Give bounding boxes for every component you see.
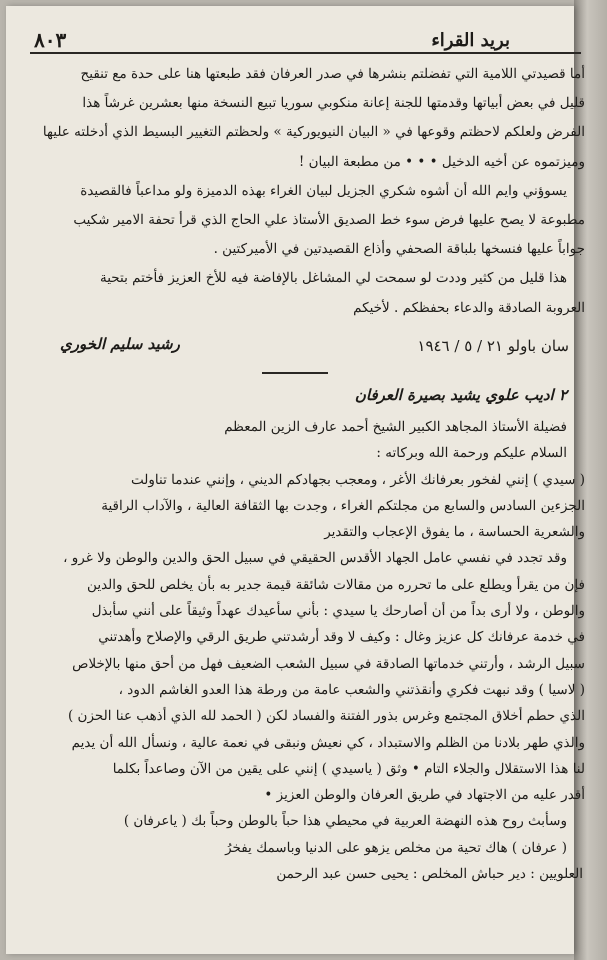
letter-1-signature-row bbox=[60, 333, 569, 363]
letter-2-line: فضيلة الأستاذ المجاهد الكبير الشيخ أحمد عارف الزين المعظم bbox=[224, 419, 567, 435]
letter-2-line: السلام عليكم ورحمة الله وبركاته : bbox=[376, 445, 567, 462]
letter-2-line: والذي طهر بلادنا من الظلم والاستبداد ، كي نعيش ونبقى في نعمة عالية ، ونسأل الله أن يديم bbox=[71, 734, 585, 751]
letter-1-line: الفرض ولعلكم لاحظتم وقوعها في « البيان النيويوركية » ولحظتم التغيير البسيط الذي أدخلته عليها bbox=[42, 124, 585, 141]
letter-1-line: مطبوعة لا يصح عليها فرض سوء خط الصديق الأستاذ علي الحاج الذي قرأ تحفة الامير شكيب bbox=[73, 212, 585, 229]
letter-1-body bbox=[30, 60, 585, 323]
letter-2-line: ( سيدي ) إنني لفخور بعرفانك الأغر ، ومعجب بجهادكم الديني ، وإنني عندما تناولت bbox=[131, 471, 585, 488]
letter-2-line: والشعرية الحساسة ، ما يفوق الإعجاب والتقدير bbox=[324, 524, 585, 541]
letter-2-line: لنا هذا الاستقلال والجلاء التام • وثق ( ياسيدي ) إنني على يقين من الآن وصاعداً بكلما bbox=[112, 760, 585, 777]
letter-1-line: هذا قليل من كثير وددت لو سمحت لي المشاغل بالإفاضة فيه للأخ العزيز فأختم بتحية bbox=[99, 270, 567, 287]
running-header bbox=[30, 28, 550, 54]
letter-2-title: ٢ اديب علوي يشيد بصيرة العرفان bbox=[354, 386, 567, 404]
letter-2-line: أقدر عليه من الاجتهاد في طريق العرفان والوطن العزيز • bbox=[264, 787, 585, 804]
letter-2-line: سبيل الرشد ، وأرتني خدماتها الصادقة في سبيل الشعب الضعيف فهل من أحق منها بالإخلاص bbox=[72, 655, 585, 672]
letter-2-line: وقد تجدد في نفسي عامل الجهاد الأقدس الحقيقي في سبيل الحق والدين والوطن ولا غرو ، bbox=[63, 550, 567, 567]
letter-2-line: فإن من يقرأ ويطلع على ما تحرره من مقالات شائقة قيمة جدير به بأن يخلص للحق والدين bbox=[87, 576, 585, 593]
letter-1-line: العروبة الصادقة والدعاء بحفظكم . لأخيكم bbox=[353, 299, 585, 316]
letter-1-line: أما قصيدتي اللامية التي تفضلتم بنشرها في صدر العرفان فقد طبعتها هنا على حدة مع تنقيح bbox=[80, 66, 585, 82]
letter-2-signature: العلويين : دير حباش المخلص : يحيى حسن عبد الرحمن bbox=[276, 866, 583, 882]
section-title: بريد القراء bbox=[431, 30, 510, 51]
letter-1-line: قليل في بعض أبياتها وقدمتها للجنة إعانة منكوبي سوريا تبيع النسخة منها بعشرين غرشاً هذا bbox=[82, 95, 585, 112]
letter-2-line: ( عرفان ) هاك تحية من مخلص يزهو على الدنيا وباسمك يفخرُ bbox=[225, 839, 567, 856]
header-rule bbox=[30, 52, 581, 54]
letter-1-line: وميزتموه عن أخيه الدخيل • • • من مطبعة البيان ! bbox=[298, 153, 585, 170]
page-number: ٨٠٣ bbox=[34, 28, 67, 52]
letter-2-line: وسأبث روح هذه النهضة العربية في محيطي هذا حباً بالوطن وحباً بك ( ياعرفان ) bbox=[123, 813, 567, 830]
letter-1-line: جواباً عليها فنسخها بلباقة الصحفي وأذاع القصيدتين في الأميركتين . bbox=[213, 241, 585, 258]
letter-1-line: يسوؤني وايم الله أن أشوه شكري الجزيل لبيان الغراء بهذه الدميزة ولو مداعباً فالقصيدة bbox=[80, 182, 567, 199]
letter-1-date: سان باولو ٢١ / ٥ / ١٩٤٦ bbox=[417, 337, 569, 355]
letter-1-signature: رشيد سليم الخوري bbox=[60, 335, 180, 353]
letter-2-line: في خدمة عرفانك كل عزيز وغال : وكيف لا وقد أرشدتني طريق الرقي والإصلاح وأهدتني bbox=[98, 629, 585, 646]
letter-2-line: ( لاسيا ) وقد نبهت فكري وأنقذتني والشعب عامة من ورطة هذا العدو الغاشم الدود ، bbox=[118, 681, 585, 698]
section-divider bbox=[262, 372, 328, 374]
letter-2-line: الذي حطم أخلاق المجتمع وغرس بذور الفتنة والفساد لكن ( الحمد لله الذي أذهب عنا الحزن ) bbox=[67, 708, 585, 725]
letter-2-line: والوطن ، ولا أرى بداً من أن أصارحك يا سيدي : بأني سأعيدك عهداً وثيقاً على أنني سأبذل bbox=[91, 603, 585, 620]
letter-2-line: الجزءين السادس والسابع من مجلتكم الغراء ، وجدت بها الثقافة العالية ، والآداب الراقية bbox=[101, 497, 585, 514]
letter-2-body bbox=[30, 414, 585, 861]
